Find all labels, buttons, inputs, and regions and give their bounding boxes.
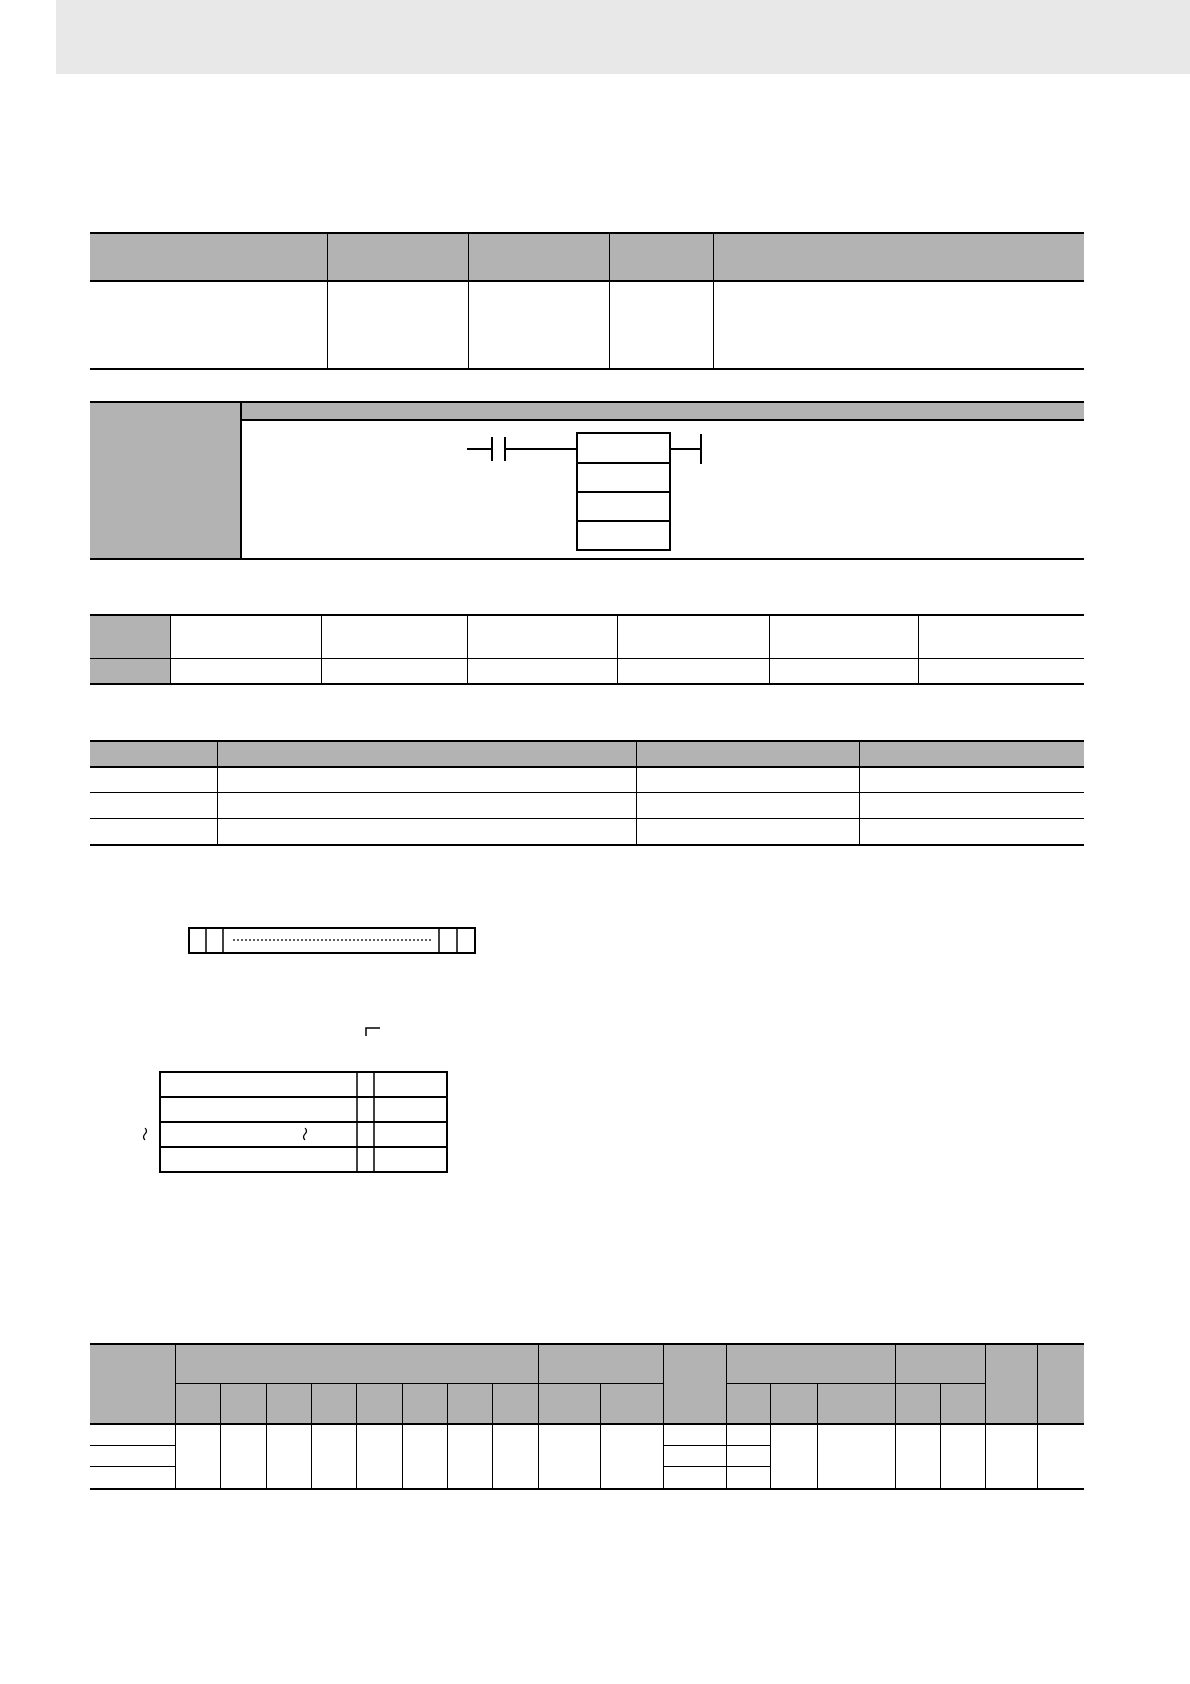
- column-divider: [726, 1344, 727, 1488]
- column-divider: [1037, 1344, 1038, 1488]
- column-divider: [175, 1344, 176, 1488]
- table-rule: [663, 1466, 770, 1467]
- column-divider: [538, 1344, 539, 1488]
- column-divider: [402, 1384, 403, 1488]
- column-divider: [311, 1384, 312, 1488]
- table-rule: [90, 1343, 1084, 1345]
- column-divider: [663, 1344, 664, 1488]
- table-rule: [90, 1445, 175, 1446]
- column-divider: [220, 1384, 221, 1488]
- column-divider: [895, 1344, 896, 1488]
- column-divider: [940, 1384, 941, 1488]
- column-divider: [356, 1384, 357, 1488]
- table-rule: [90, 1488, 1084, 1490]
- table-rule: [726, 1383, 985, 1384]
- table-rule: [663, 1445, 770, 1446]
- table-rule: [90, 1423, 1084, 1425]
- table-rule: [175, 1383, 663, 1384]
- table-rule: [90, 1466, 175, 1467]
- column-divider: [817, 1384, 818, 1488]
- column-divider: [600, 1384, 601, 1488]
- column-divider: [985, 1344, 986, 1488]
- column-divider: [266, 1384, 267, 1488]
- column-divider: [492, 1384, 493, 1488]
- column-divider: [447, 1384, 448, 1488]
- column-divider: [770, 1384, 771, 1488]
